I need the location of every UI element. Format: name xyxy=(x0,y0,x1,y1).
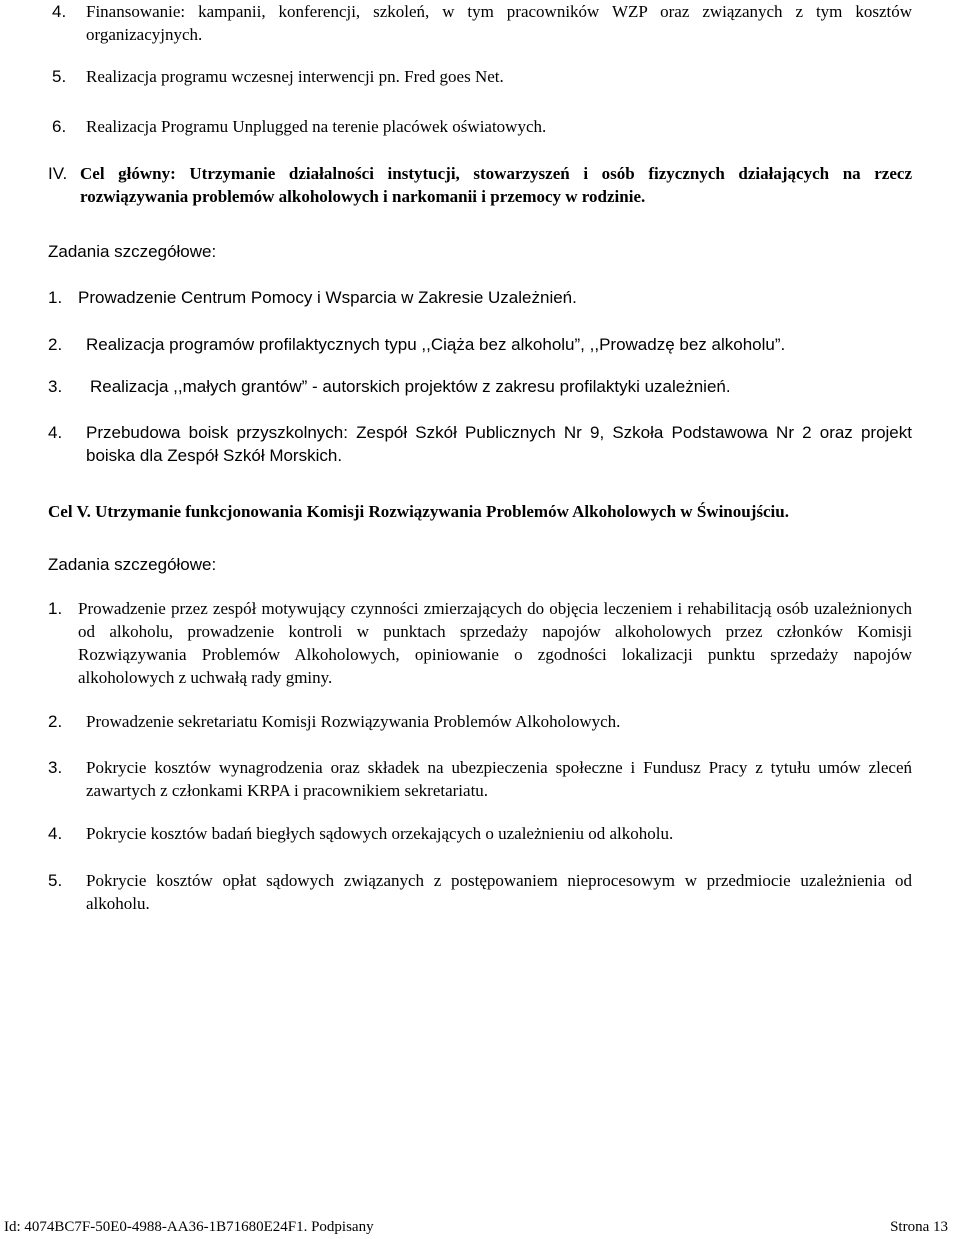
goal-iv xyxy=(48,162,912,208)
list-number: 5. xyxy=(52,67,67,86)
list-text: Prowadzenie przez zespół motywujący czynności zmierzających do objęcia leczeniem i rehabilitacją osób uzależnionych od alkoholu, prowadzenie kontroli w punktach sprzedaży napojów alkoholowych przez członków Komisji Rozwiązywania Problemów Alkoholowych, opiniowanie o zgodności lokalizacji punktu sprzedaży napojów alkoholowych z uchwałą rady gminy. xyxy=(78,599,912,687)
list-text: Pokrycie kosztów opłat sądowych związanych z postępowaniem nieprocesowym w przedmiocie uzależnienia od alkoholu. xyxy=(86,871,912,913)
document-id-footer: Id: 4074BC7F-50E0-4988-AA36-1B71680E24F1. Podpisany xyxy=(4,1219,374,1235)
list-number: 4. xyxy=(48,824,63,843)
list-item xyxy=(48,597,912,689)
list-number: 2. xyxy=(48,335,63,354)
list-item xyxy=(52,115,912,138)
list-number: 5. xyxy=(48,871,63,890)
list-item xyxy=(48,869,912,915)
list-number: 3. xyxy=(48,758,63,777)
list-item xyxy=(48,421,912,467)
list-text: Realizacja ,,małych grantów” - autorskich projektów z zakresu profilaktyki uzależnień. xyxy=(90,377,731,396)
list-number: 3. xyxy=(48,377,63,396)
list-text: Finansowanie: kampanii, konferencji, szkoleń, w tym pracowników WZP oraz związanych z tym kosztów organizacyjnych. xyxy=(86,2,912,44)
list-number: 1. xyxy=(48,599,63,618)
list-text: Realizacja programów profilaktycznych typu ,,Ciąża bez alkoholu”, ,,Prowadzę bez alkoholu”. xyxy=(86,335,786,354)
list-text: Prowadzenie sekretariatu Komisji Rozwiązywania Problemów Alkoholowych. xyxy=(86,712,621,731)
goal-v: Cel V. Utrzymanie funkcjonowania Komisji Rozwiązywania Problemów Alkoholowych w Świnoujściu. xyxy=(48,502,789,521)
tasks-heading: Zadania szczegółowe: xyxy=(48,242,217,261)
list-number: 2. xyxy=(48,712,63,731)
goal-text: Cel główny: Utrzymanie działalności instytucji, stowarzyszeń i osób fizycznych działających na rzecz rozwiązywania problemów alkoholowych i narkomanii i przemocy w rodzinie. xyxy=(80,164,912,206)
list-number: 4. xyxy=(48,423,63,442)
page-number: Strona 13 xyxy=(890,1219,948,1235)
tasks-heading: Zadania szczegółowe: xyxy=(48,555,217,574)
list-text: Pokrycie kosztów badań biegłych sądowych orzekających o uzależnieniu od alkoholu. xyxy=(86,824,674,843)
top-list xyxy=(52,0,912,46)
list-number: 6. xyxy=(52,117,67,136)
list-text: Prowadzenie Centrum Pomocy i Wsparcia w Zakresie Uzależnień. xyxy=(78,288,577,307)
list-item xyxy=(48,333,912,356)
goal-number: IV. xyxy=(48,164,68,183)
list-item xyxy=(48,375,912,398)
list-text: Realizacja Programu Unplugged na terenie placówek oświatowych. xyxy=(86,117,547,136)
list-text: Pokrycie kosztów wynagrodzenia oraz składek na ubezpieczenia społeczne i Fundusz Pracy z tytułu umów zleceń zawartych z członkami KRPA i pracownikiem sekretariatu. xyxy=(86,758,912,800)
list-item xyxy=(48,822,912,845)
list-text: Realizacja programu wczesnej interwencji pn. Fred goes Net. xyxy=(86,67,504,86)
list-item xyxy=(48,756,912,802)
list-number: 1. xyxy=(48,288,63,307)
list-text: Przebudowa boisk przyszkolnych: Zespół Szkół Publicznych Nr 9, Szkoła Podstawowa Nr 2 oraz projekt boiska dla Zespół Szkół Morskich. xyxy=(86,423,912,465)
list-item xyxy=(48,286,912,309)
list-item xyxy=(52,65,912,88)
list-number: 4. xyxy=(52,2,67,21)
list-item xyxy=(48,710,912,733)
list-item xyxy=(52,0,912,46)
